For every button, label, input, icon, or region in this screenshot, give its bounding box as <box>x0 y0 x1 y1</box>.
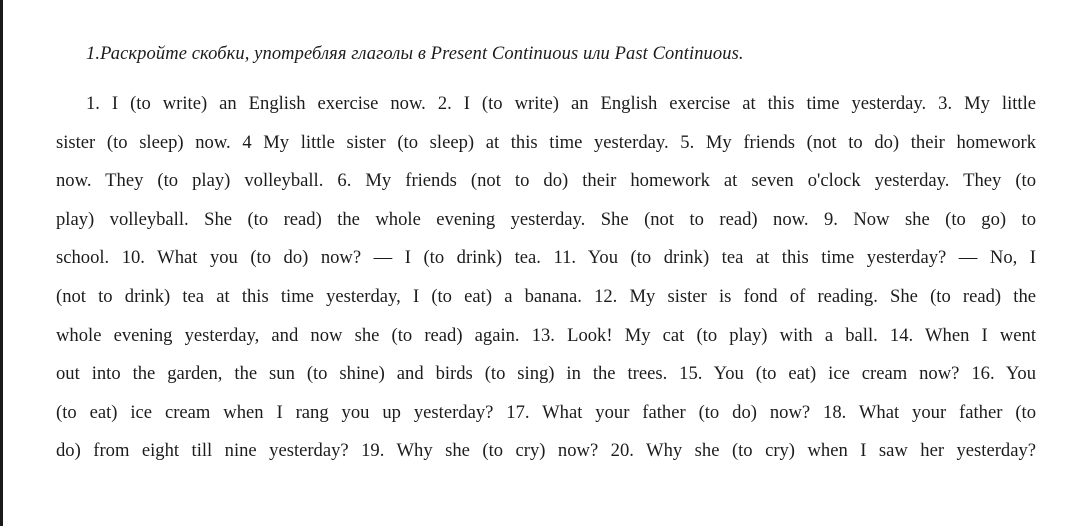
page-left-border <box>0 0 3 526</box>
text-line: (to eat) ice cream when I rang you up yesterday? 17. What your father (to do) now? 18. What your father (to <box>56 401 1036 423</box>
text-line: play) volleyball. She (to read) the whole evening yesterday. She (not to read) now. 9. Now she (to go) to <box>56 208 1036 230</box>
text-line: now. They (to play) volleyball. 6. My friends (not to do) their homework at seven o'clock yesterday. They (to <box>56 170 1036 192</box>
exercise-title: 1.Раскройте скобки, употребляя глаголы в Present Continuous или Past Continuous. <box>86 44 744 64</box>
text-line: sister (to sleep) now. 4 My little sister (to sleep) at this time yesterday. 5. My friends (not to do) their homework <box>56 131 1036 153</box>
exercise-body <box>56 91 1036 477</box>
text-line: do) from eight till nine yesterday? 19. Why she (to cry) now? 20. Why she (to cry) when I saw her yesterday? <box>56 440 1036 462</box>
text-line: (not to drink) tea at this time yesterday, I (to eat) a banana. 12. My sister is fond of reading. She (to read) the <box>56 285 1036 307</box>
text-line: school. 10. What you (to do) now? — I (to drink) tea. 11. You (to drink) tea at this time yesterday? — No, I <box>56 247 1036 269</box>
text-line: out into the garden, the sun (to shine) and birds (to sing) in the trees. 15. You (to eat) ice cream now? 16. You <box>56 363 1036 385</box>
text-line: 1. I (to write) an English exercise now. 2. I (to write) an English exercise at this time yesterday. 3. My little <box>86 93 1036 114</box>
text-line: whole evening yesterday, and now she (to read) again. 13. Look! My cat (to play) with a ball. 14. When I went <box>56 324 1036 346</box>
